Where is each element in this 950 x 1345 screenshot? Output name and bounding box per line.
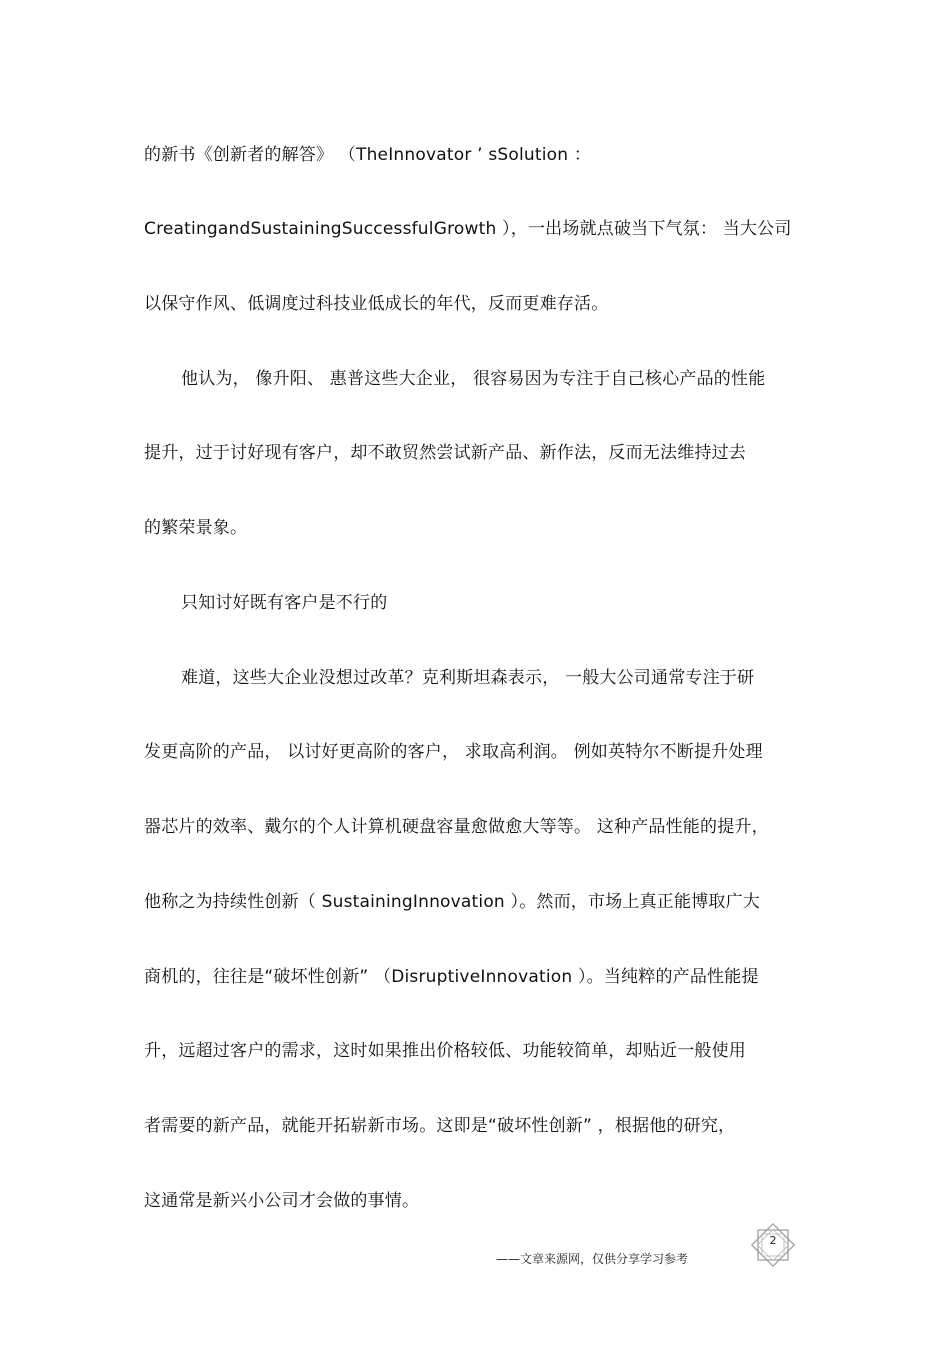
page-number-badge [750, 1222, 796, 1268]
section-heading: 只知讨好既有客户是不行的 [181, 593, 388, 613]
paragraph-line: 难道，这些大企业没想过改革？克利斯坦森表示， 一般大公司通常专注于研 [181, 668, 755, 688]
paragraph-line: 商机的，往往是“破坏性创新” （DisruptiveInnovation ）。当纯粹的产品性能提 [144, 967, 759, 987]
paragraph-line: 他称之为持续性创新（ SustainingInnovation ）。然而，市场上真正能博取广大 [144, 892, 761, 912]
page-number: 2 [769, 1234, 777, 1247]
paragraph-line: 提升，过于讨好现有客户，却不敢贸然尝试新产品、新作法，反而无法维持过去 [144, 443, 746, 463]
paragraph-line: 器芯片的效率、戴尔的个人计算机硬盘容量愈做愈大等等。 这种产品性能的提升， [144, 817, 769, 837]
paragraph-line: CreatingandSustainingSuccessfulGrowth ），一出场就点破当下气氛： 当大公司 [144, 219, 792, 239]
source-note: ——文章来源网，仅供分享学习参考 [496, 1252, 689, 1266]
paragraph-line: 这通常是新兴小公司才会做的事情。 [144, 1191, 420, 1211]
paragraph-line: 的新书《创新者的解答》 （TheInnovator ’ sSolution ： [144, 145, 592, 165]
paragraph-line: 以保守作风、低调度过科技业低成长的年代，反而更难存活。 [144, 294, 609, 314]
paragraph-line: 升，远超过客户的需求，这时如果推出价格较低、功能较简单，却贴近一般使用 [144, 1041, 746, 1061]
paragraph-line: 的繁荣景象。 [144, 518, 248, 538]
paragraph-line: 者需要的新产品，就能开拓崭新市场。这即是“破坏性创新” ，根据他的研究， [144, 1116, 736, 1136]
paragraph-line: 他认为， 像升阳、 惠普这些大企业， 很容易因为专注于自己核心产品的性能 [181, 369, 766, 389]
paragraph-line: 发更高阶的产品， 以讨好更高阶的客户， 求取高利润。 例如英特尔不断提升处理 [144, 742, 763, 762]
